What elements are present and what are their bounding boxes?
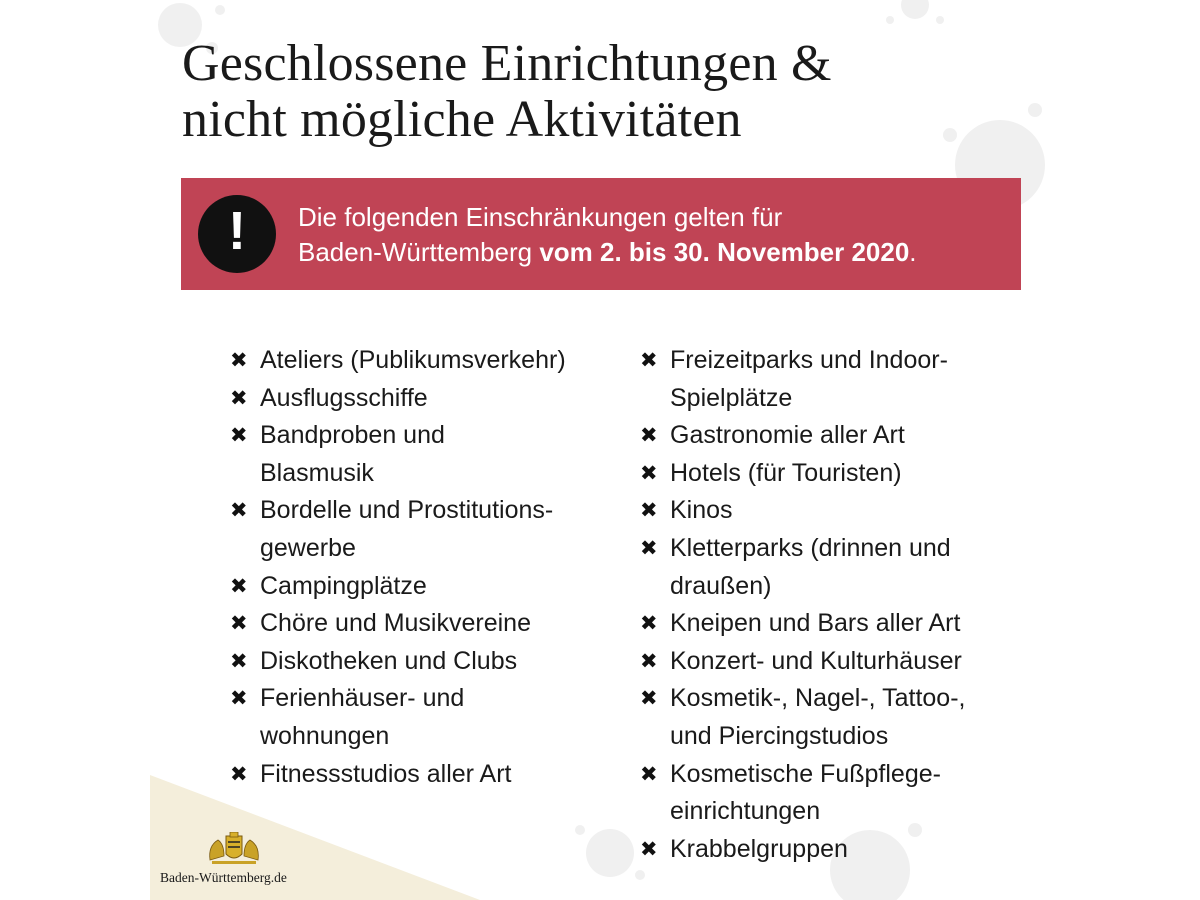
exclamation-icon xyxy=(198,195,276,273)
cross-mark-icon: ✖ xyxy=(230,385,248,410)
cross-mark-icon: ✖ xyxy=(640,498,658,523)
list-item-label: Kneipen und Bars aller Art xyxy=(670,609,961,638)
list-item xyxy=(640,831,1040,869)
cross-mark-icon: ✖ xyxy=(640,761,658,786)
cross-mark-icon: ✖ xyxy=(230,423,248,448)
cross-mark-icon: ✖ xyxy=(640,423,658,448)
cross-mark-icon: ✖ xyxy=(230,573,248,598)
list-item-label: Bordelle und Prostitutions- gewerbe xyxy=(260,496,554,562)
cross-mark-icon: ✖ xyxy=(640,648,658,673)
virus-decoration-icon xyxy=(880,0,950,30)
list-item-label: Bandproben und Blasmusik xyxy=(260,421,445,487)
infographic-card xyxy=(150,0,1050,900)
cross-mark-icon: ✖ xyxy=(230,761,248,786)
list-item xyxy=(640,643,1040,681)
cross-mark-icon: ✖ xyxy=(230,611,248,636)
notice-date-range: vom 2. bis 30. November 2020 xyxy=(539,237,910,267)
list-item-label: Ausflugsschiffe xyxy=(260,383,428,412)
virus-decoration-icon xyxy=(570,815,650,890)
notice-region: Baden-Württemberg xyxy=(298,237,540,267)
cross-mark-icon: ✖ xyxy=(640,836,658,861)
list-item xyxy=(640,680,1040,755)
list-item-label: Krabbelgruppen xyxy=(670,834,848,863)
notice-line-1: Die folgenden Einschränkungen gelten für xyxy=(298,202,783,232)
list-item xyxy=(230,380,650,418)
page-title xyxy=(182,36,832,148)
list-item-label: Kinos xyxy=(670,496,733,525)
list-item xyxy=(230,756,650,794)
cross-mark-icon: ✖ xyxy=(640,535,658,560)
list-item-label: Ferienhäuser- und wohnungen xyxy=(260,684,465,750)
list-item xyxy=(640,756,1040,831)
logo xyxy=(160,832,310,886)
list-item xyxy=(640,455,1040,493)
notice-text xyxy=(298,200,1008,270)
list-item xyxy=(230,605,650,643)
list-item-label: Kosmetische Fußpflege- einrichtungen xyxy=(670,759,941,826)
list-item-label: Ateliers (Publikumsverkehr) xyxy=(260,346,566,374)
list-item-label: Freizeitparks und Indoor- Spielplätze xyxy=(670,346,948,412)
cross-mark-icon: ✖ xyxy=(230,686,248,711)
list-item xyxy=(230,417,650,492)
list-item-label: Hotels (für Touristen) xyxy=(670,458,902,487)
closed-list-right xyxy=(640,342,1040,868)
closed-list-left xyxy=(230,342,650,793)
list-item-label: Diskotheken und Clubs xyxy=(260,646,518,675)
cross-mark-icon: ✖ xyxy=(230,348,248,372)
list-item-label: Chöre und Musikvereine xyxy=(260,609,531,638)
list-item xyxy=(230,492,650,567)
coat-of-arms-icon xyxy=(204,832,264,866)
cross-mark-icon: ✖ xyxy=(230,498,248,523)
list-item xyxy=(640,342,1040,417)
list-item xyxy=(640,530,1040,605)
list-item xyxy=(640,605,1040,643)
logo-text: Baden-Württemberg.de xyxy=(160,870,287,885)
list-item-label: Campingplätze xyxy=(260,571,427,600)
exclamation-symbol: ! xyxy=(228,201,246,261)
title-line-2: nicht mögliche Aktivitäten xyxy=(182,91,742,148)
list-item xyxy=(230,643,650,681)
list-item xyxy=(640,417,1040,455)
cross-mark-icon: ✖ xyxy=(640,460,658,485)
notice-period: . xyxy=(909,237,917,267)
list-item xyxy=(640,492,1040,530)
list-item xyxy=(230,680,650,755)
list-item xyxy=(230,342,650,380)
list-item-label: Fitnessstudios aller Art xyxy=(260,759,512,788)
list-item-label: Gastronomie aller Art xyxy=(670,421,905,450)
list-item-label: Konzert- und Kulturhäuser xyxy=(670,646,962,675)
list-item-label: Kletterparks (drinnen und draußen) xyxy=(670,533,951,600)
title-line-1: Geschlossene Einrichtungen & xyxy=(182,35,832,92)
notice-line-2 xyxy=(298,235,1008,270)
list-item xyxy=(230,568,650,606)
notice-banner xyxy=(181,178,1021,290)
list-item-label: Kosmetik-, Nagel-, Tattoo-, und Piercingstudios xyxy=(670,684,966,750)
cross-mark-icon: ✖ xyxy=(640,686,658,711)
cross-mark-icon: ✖ xyxy=(230,648,248,673)
cross-mark-icon: ✖ xyxy=(640,348,658,372)
cross-mark-icon: ✖ xyxy=(640,611,658,636)
